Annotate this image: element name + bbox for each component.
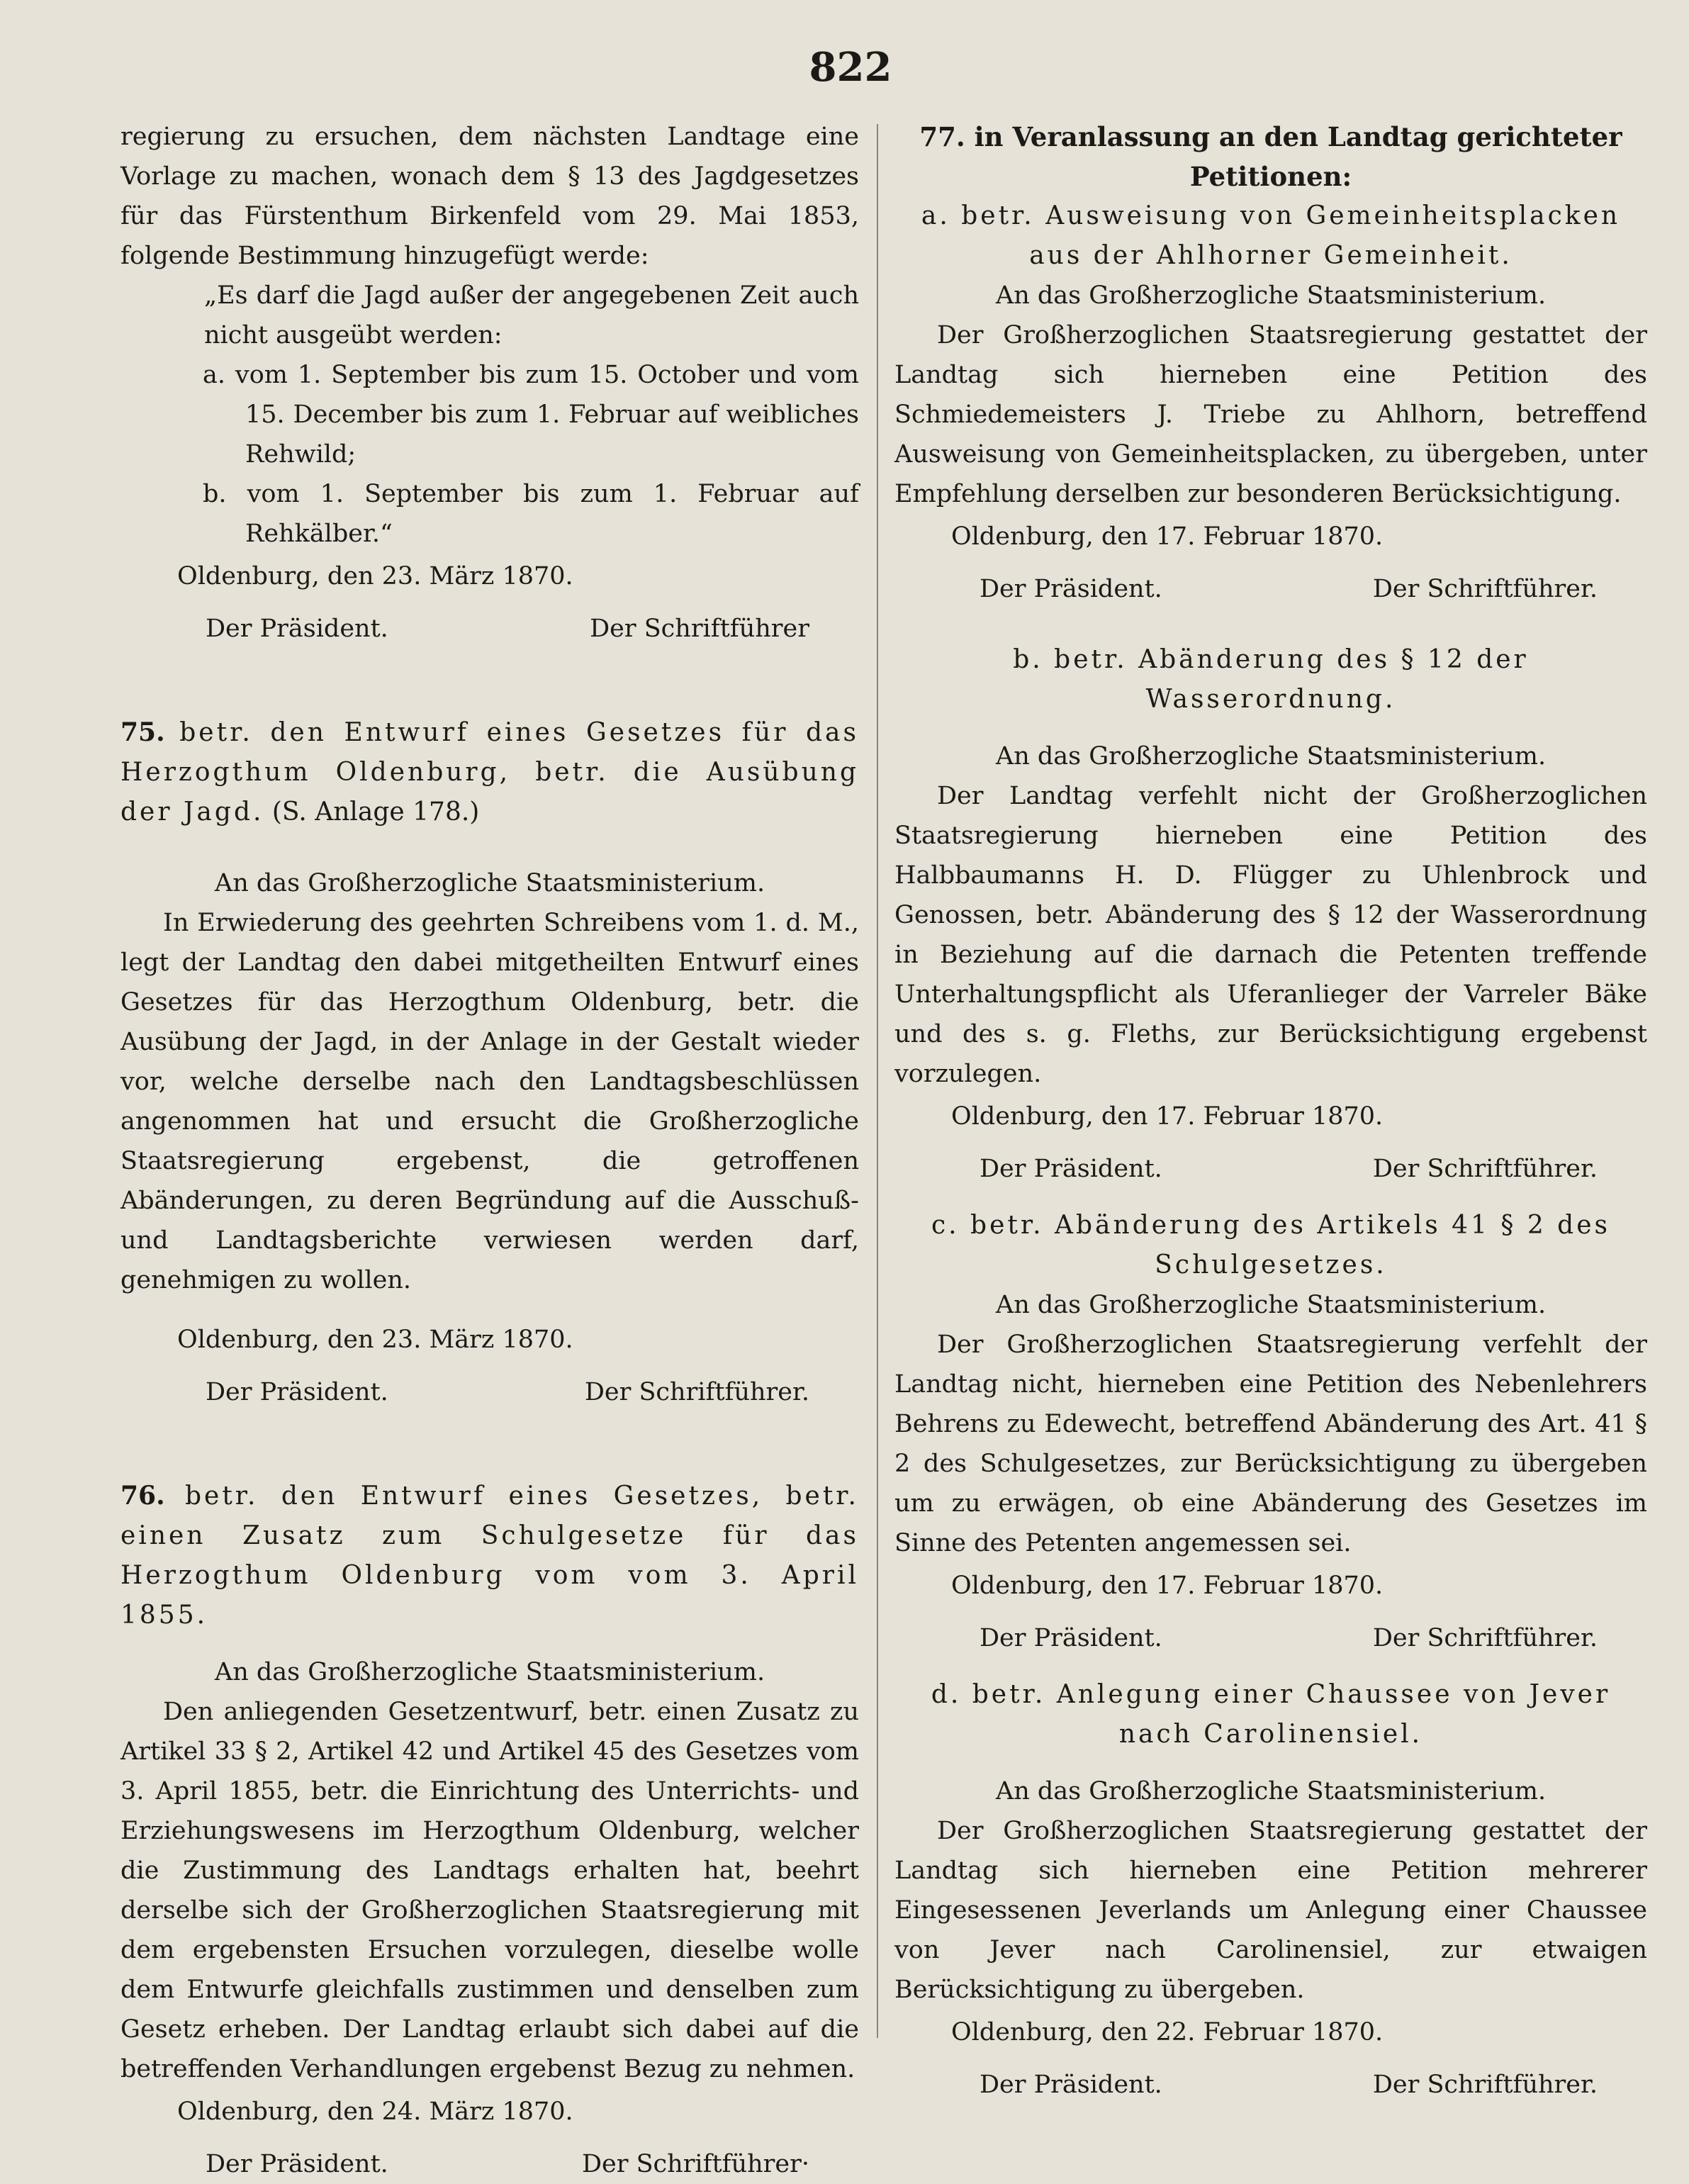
annex-reference: (S. Anlage 178.) — [271, 797, 480, 827]
secretary-signature: Der Schriftführer. — [584, 1378, 809, 1406]
president-signature: Der Präsident. — [206, 2150, 388, 2178]
president-signature: Der Präsident. — [980, 2071, 1162, 2099]
signatures — [894, 569, 1647, 609]
signatures — [120, 1372, 859, 1412]
petition-d-heading — [894, 1675, 1647, 1754]
page-number: 822 — [809, 44, 892, 91]
petition-b-title: b. betr. Abänderung des § 12 der Wasserordnung. — [1013, 645, 1529, 714]
addressee: An das Großherzogliche Staatsministerium. — [214, 869, 765, 897]
secretary-signature: Der Schriftführer. — [1372, 575, 1598, 603]
president-signature: Der Präsident. — [980, 1624, 1162, 1652]
place-date: Oldenburg, den 23. März 1870. — [177, 562, 573, 590]
petition-a-body: Der Großherzoglichen Staatsregierung gestattet der Landtag sich hierneben eine Petition des Schmiedemeisters J. Triebe zu Ahlhorn, betreffend Ausweisung von Gemeinheitsplacken, zu übergeben, unter Empfehlung derselben zur besonderen Berücksichtigung. — [894, 321, 1647, 508]
left-column — [120, 117, 859, 2184]
addressee: An das Großherzogliche Staatsministerium. — [995, 281, 1547, 310]
place-date: Oldenburg, den 17. Februar 1870. — [951, 1102, 1384, 1131]
signatures — [120, 609, 859, 649]
petition-d-title: d. betr. Anlegung einer Chaussee von Jever nach Carolinensiel. — [931, 1680, 1611, 1749]
right-column — [894, 117, 1647, 2105]
quote-item-b: b. vom 1. September bis zum 1. Februar auf Rehkälber.“ — [203, 480, 859, 548]
quote-item-a: a. vom 1. September bis zum 15. October und vom 15. December bis zum 1. Februar auf weibliches Rehwild; — [203, 361, 859, 469]
president-signature: Der Präsident. — [206, 1378, 388, 1406]
addressee: An das Großherzogliche Staatsministerium. — [995, 1291, 1547, 1319]
section-title: betr. den Entwurf eines Gesetzes für das Herzogthum Oldenburg, betr. die Ausübung der Jagd. — [120, 718, 859, 827]
section-number: 75. — [120, 717, 165, 747]
secretary-signature: Der Schriftführer — [590, 615, 809, 643]
section-body: Den anliegenden Gesetzentwurf, betr. einen Zusatz zu Artikel 33 § 2, Artikel 42 und Artikel 45 des Gesetzes vom 3. April 1855, betr. die Einrichtung des Unterrichts- und Erziehungswesens im Herzogthum Oldenburg, welcher die Zustimmung des Landtags erhalten hat, beehrt derselbe sich der Großherzoglichen Staatsregierung mit dem ergebensten Ersuchen vorzulegen, dieselbe wolle dem Entwurfe gleichfalls zustimmen und denselben zum Gesetz erheben. Der Landtag erlaubt sich dabei auf die betreffenden Verhandlungen ergebenst Bezug zu nehmen. — [120, 1698, 859, 2083]
president-signature: Der Präsident. — [980, 1155, 1162, 1183]
section-body: In Erwiederung des geehrten Schreibens vom 1. d. M., legt der Landtag den dabei mitgetheilten Entwurf eines Gesetzes für das Herzogthum Oldenburg, betr. die Ausübung der Jagd, in der Anlage in der Gestalt wieder vor, welche derselbe nach den Landtagsbeschlüssen angenommen hat und ersucht die Großherzogliche Staatsregierung ergebenst, die getroffenen Abänderungen, zu deren Begründung auf die Ausschuß- und Landtagsberichte verwiesen werden darf, genehmigen zu wollen. — [120, 909, 859, 1294]
secretary-signature: Der Schriftführer· — [581, 2150, 809, 2178]
place-date: Oldenburg, den 23. März 1870. — [177, 1326, 573, 1354]
secretary-signature: Der Schriftführer. — [1372, 2071, 1598, 2099]
petition-c-title: c. betr. Abänderung des Artikels 41 § 2 des Schulgesetzes. — [931, 1211, 1610, 1279]
section-76-heading — [120, 1476, 859, 1635]
petition-d-body: Der Großherzoglichen Staatsregierung gestattet der Landtag sich hierneben eine Petition mehrerer Eingesessenen Jeverlands um Anlegung einer Chaussee von Jever nach Carolinensiel, zur etwaigen Berücksichtigung zu übergeben. — [894, 1817, 1647, 2004]
petition-b-body: Der Landtag verfehlt nicht der Großherzoglichen Staatsregierung hierneben eine Petition des Halbbaumanns H. D. Flügger zu Uhlenbrock und Genossen, betr. Abänderung des § 12 der Wasserordnung in Beziehung auf die darnach die Petenten treffende Unterhaltungspflicht als Uferanlieger der Varreler Bäke und des s. g. Fleths, zur Berücksichtigung ergebenst vorzulegen. — [894, 782, 1647, 1088]
section-77-heading: 77. in Veranlassung an den Landtag gerichteter Petitionen: — [919, 121, 1622, 192]
signatures — [894, 2065, 1647, 2105]
petition-a-heading — [894, 196, 1647, 276]
section-number: 76. — [120, 1481, 165, 1511]
petition-a-title: a. betr. Ausweisung von Gemeinheitsplacken aus der Ahlhorner Gemeinheit. — [921, 201, 1621, 270]
addressee: An das Großherzogliche Staatsministerium. — [995, 742, 1547, 771]
secretary-signature: Der Schriftführer. — [1372, 1155, 1598, 1183]
place-date: Oldenburg, den 24. März 1870. — [177, 2098, 573, 2126]
signatures — [120, 2144, 859, 2184]
signatures — [894, 1618, 1647, 1658]
petition-c-body: Der Großherzoglichen Staatsregierung verfehlt der Landtag nicht, hierneben eine Petition des Nebenlehrers Behrens zu Edewecht, betreffend Abänderung des Art. 41 § 2 des Schulgesetzes, zur Berücksichtigung zu übergeben um zu erwägen, ob eine Abänderung des Gesetzes im Sinne des Petenten angemessen sei. — [894, 1331, 1647, 1557]
place-date: Oldenburg, den 17. Februar 1870. — [951, 522, 1384, 551]
addressee: An das Großherzogliche Staatsministerium. — [995, 1777, 1547, 1805]
section-title: betr. den Entwurf eines Gesetzes, betr. einen Zusatz zum Schulgesetze für das Herzogthum Oldenburg vom vom 3. April 1855. — [120, 1482, 859, 1630]
president-signature: Der Präsident. — [980, 575, 1162, 603]
continued-paragraph: regierung zu ersuchen, dem nächsten Landtage eine Vorlage zu machen, wonach dem § 13 des Jagdgesetzes für das Fürstenthum Birkenfeld vom 29. Mai 1853, folgende Bestimmung hinzugefügt werde: — [120, 123, 859, 270]
signatures — [894, 1149, 1647, 1189]
petition-b-heading — [894, 640, 1647, 719]
president-signature: Der Präsident. — [206, 615, 388, 643]
section-75-heading — [120, 712, 859, 832]
petition-c-heading — [894, 1206, 1647, 1285]
place-date: Oldenburg, den 22. Februar 1870. — [951, 2018, 1384, 2046]
secretary-signature: Der Schriftführer. — [1372, 1624, 1598, 1652]
quote-intro: „Es darf die Jagd außer der angegebenen Zeit auch nicht ausgeübt werden: — [204, 281, 859, 349]
addressee: An das Großherzogliche Staatsministerium. — [214, 1658, 765, 1686]
column-divider — [877, 124, 878, 2038]
place-date: Oldenburg, den 17. Februar 1870. — [951, 1572, 1384, 1600]
